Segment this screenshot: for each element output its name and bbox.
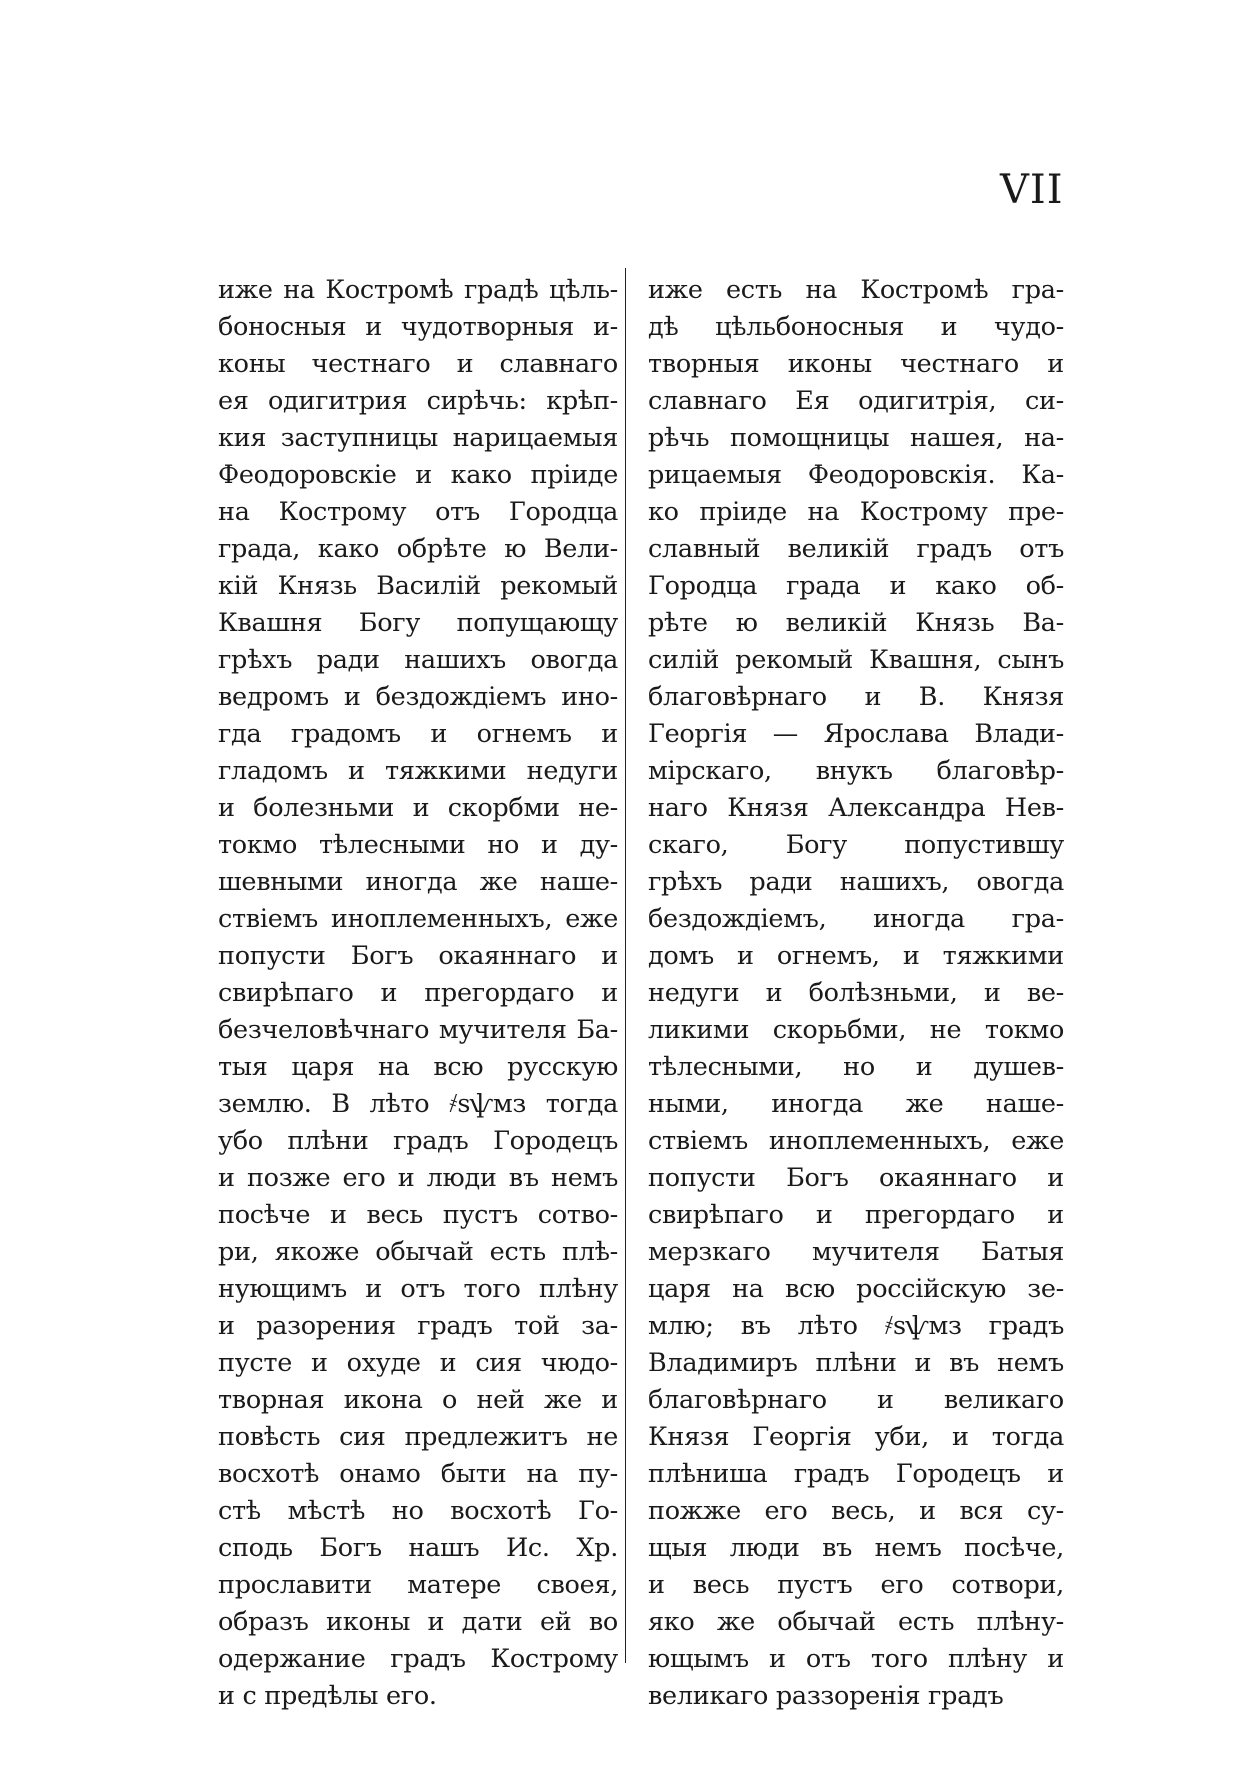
right-column-line: попусти Богъ окаяннаго и [648, 1163, 1064, 1193]
left-column-line: сподь Богъ нашъ Ис. Хр. [218, 1533, 618, 1563]
column-divider [625, 268, 626, 1663]
left-column-line: ведромъ и бездождіемъ ино- [218, 682, 618, 712]
left-column-line: посѣче и весь пустъ сотво- [218, 1200, 618, 1230]
left-column-line: землю. В лѣто ҂ѕѱмз тогда [218, 1089, 618, 1119]
right-column-line: славнаго Ея одигитрія, си- [648, 386, 1064, 416]
left-column-line: восхотѣ онамо быти на пу- [218, 1459, 618, 1489]
right-column-line: ствіемъ иноплеменныхъ, еже [648, 1126, 1064, 1156]
right-column-line: млю; въ лѣто ҂ѕѱмз градъ [648, 1311, 1064, 1341]
right-column-line: великаго раззоренія градъ [648, 1681, 1004, 1711]
left-column-line: токмо тѣлесными но и ду- [218, 830, 618, 860]
right-column-line: недуги и болѣзньми, и ве- [648, 978, 1064, 1008]
right-column-line: ющымъ и отъ того плѣну и [648, 1644, 1064, 1674]
right-column-line: грѣхъ ради нашихъ, овогда [648, 867, 1064, 897]
left-column-text [218, 272, 618, 1715]
right-column-line: Городца града и како об- [648, 571, 1064, 601]
right-column-line: ликими скорьбми, не токмо [648, 1015, 1064, 1045]
left-column-line: ствіемъ иноплеменныхъ, еже [218, 904, 618, 934]
right-column-line: ко пріиде на Кострому пре- [648, 497, 1064, 527]
right-column-line: тѣлесными, но и душев- [648, 1052, 1064, 1082]
right-column-line: яко же обычай есть плѣну- [648, 1607, 1064, 1637]
left-column-line: образъ иконы и дати ей во [218, 1607, 618, 1637]
page-number: VII [1000, 167, 1064, 213]
right-column-line: домъ и огнемъ, и тяжкими [648, 941, 1064, 971]
right-column-line: рицаемыя Феодоровскія. Ка- [648, 460, 1064, 490]
right-column-line: царя на всю россійскую зе- [648, 1274, 1064, 1304]
right-column-line: рѣте ю великій Князь Ва- [648, 608, 1064, 638]
right-column-line: благовѣрнаго и В. Князя [648, 682, 1064, 712]
left-column-line: нующимъ и отъ того плѣну [218, 1274, 618, 1304]
right-column-line: дѣ цѣльбоносныя и чудо- [648, 312, 1064, 342]
left-column-line: свирѣпаго и прегордаго и [218, 978, 618, 1008]
right-column-line: бездождіемъ, иногда гра- [648, 904, 1064, 934]
right-column-line: творныя иконы честнаго и [648, 349, 1064, 379]
left-column-line: и болезньми и скорбми не- [218, 793, 618, 823]
left-column-line: тыя царя на всю русскую [218, 1052, 618, 1082]
right-column-line: рѣчь помощницы нашея, на- [648, 423, 1064, 453]
left-column-line: боносныя и чудотворныя и- [218, 312, 618, 342]
left-column-line: гда градомъ и огнемъ и [218, 719, 618, 749]
right-column-line: иже есть на Костромѣ гра- [648, 275, 1064, 305]
right-column-line: мерзкаго мучителя Батыя [648, 1237, 1064, 1267]
left-column-line: града, како обрѣте ю Вели- [218, 534, 618, 564]
left-column-line: ея одигитрия сирѣчь: крѣп- [218, 386, 618, 416]
left-column-line: коны честнаго и славнаго [218, 349, 618, 379]
left-column-line: и разорения градъ той за- [218, 1311, 618, 1341]
right-column-line: благовѣрнаго и великаго [648, 1385, 1064, 1415]
left-column-line: и с предѣлы его. [218, 1681, 437, 1711]
right-column-line: плѣниша градъ Городецъ и [648, 1459, 1064, 1489]
left-column-line: творная икона о ней же и [218, 1385, 618, 1415]
right-column-line: славный великій градъ отъ [648, 534, 1064, 564]
right-column-line: Георгія — Ярослава Влади- [648, 719, 1064, 749]
left-column-line: безчеловѣчнаго мучителя Ба- [218, 1015, 618, 1045]
left-column-line: прославити матере своея, [218, 1570, 618, 1600]
right-column-line: и весь пустъ его сотвори, [648, 1570, 1064, 1600]
right-column-line: пожже его весь, и вся су- [648, 1496, 1064, 1526]
right-column-line: скаго, Богу попустившу [648, 830, 1064, 860]
left-column-line: повѣсть сия предлежитъ не [218, 1422, 618, 1452]
right-column-line: мірскаго, внукъ благовѣр- [648, 756, 1064, 786]
left-column-line: грѣхъ ради нашихъ овогда [218, 645, 618, 675]
left-column-line: Феодоровскіе и како пріиде [218, 460, 618, 490]
left-column-line: на Кострому отъ Городца [218, 497, 618, 527]
left-column-line: кій Князь Василій рекомый [218, 571, 618, 601]
right-column-line: ными, иногда же наше- [648, 1089, 1064, 1119]
right-column-text [648, 272, 1064, 1715]
left-column-line: кия заступницы нарицаемыя [218, 423, 618, 453]
left-column-line: пусте и охуде и сия чюдо- [218, 1348, 618, 1378]
right-column-line: Князя Георгія уби, и тогда [648, 1422, 1064, 1452]
right-column-line: Владимиръ плѣни и въ немъ [648, 1348, 1064, 1378]
left-column-line: убо плѣни градъ Городецъ [218, 1126, 618, 1156]
left-column-line: гладомъ и тяжкими недуги [218, 756, 618, 786]
left-column-line: и позже его и люди въ немъ [218, 1163, 618, 1193]
right-column-line: свирѣпаго и прегордаго и [648, 1200, 1064, 1230]
left-column-line: попусти Богъ окаяннаго и [218, 941, 618, 971]
right-column-line: наго Князя Александра Нев- [648, 793, 1064, 823]
left-column-line: ри, якоже обычай есть плѣ- [218, 1237, 618, 1267]
left-column-line: иже на Костромѣ градѣ цѣль- [218, 275, 618, 305]
left-column-line: одержание градъ Кострому [218, 1644, 618, 1674]
left-column-line: стѣ мѣстѣ но восхотѣ Го- [218, 1496, 618, 1526]
left-column-line: шевными иногда же наше- [218, 867, 618, 897]
left-column-line: Квашня Богу попущающу [218, 608, 618, 638]
right-column-line: силій рекомый Квашня, сынъ [648, 645, 1064, 675]
right-column-line: щыя люди въ немъ посѣче, [648, 1533, 1064, 1563]
